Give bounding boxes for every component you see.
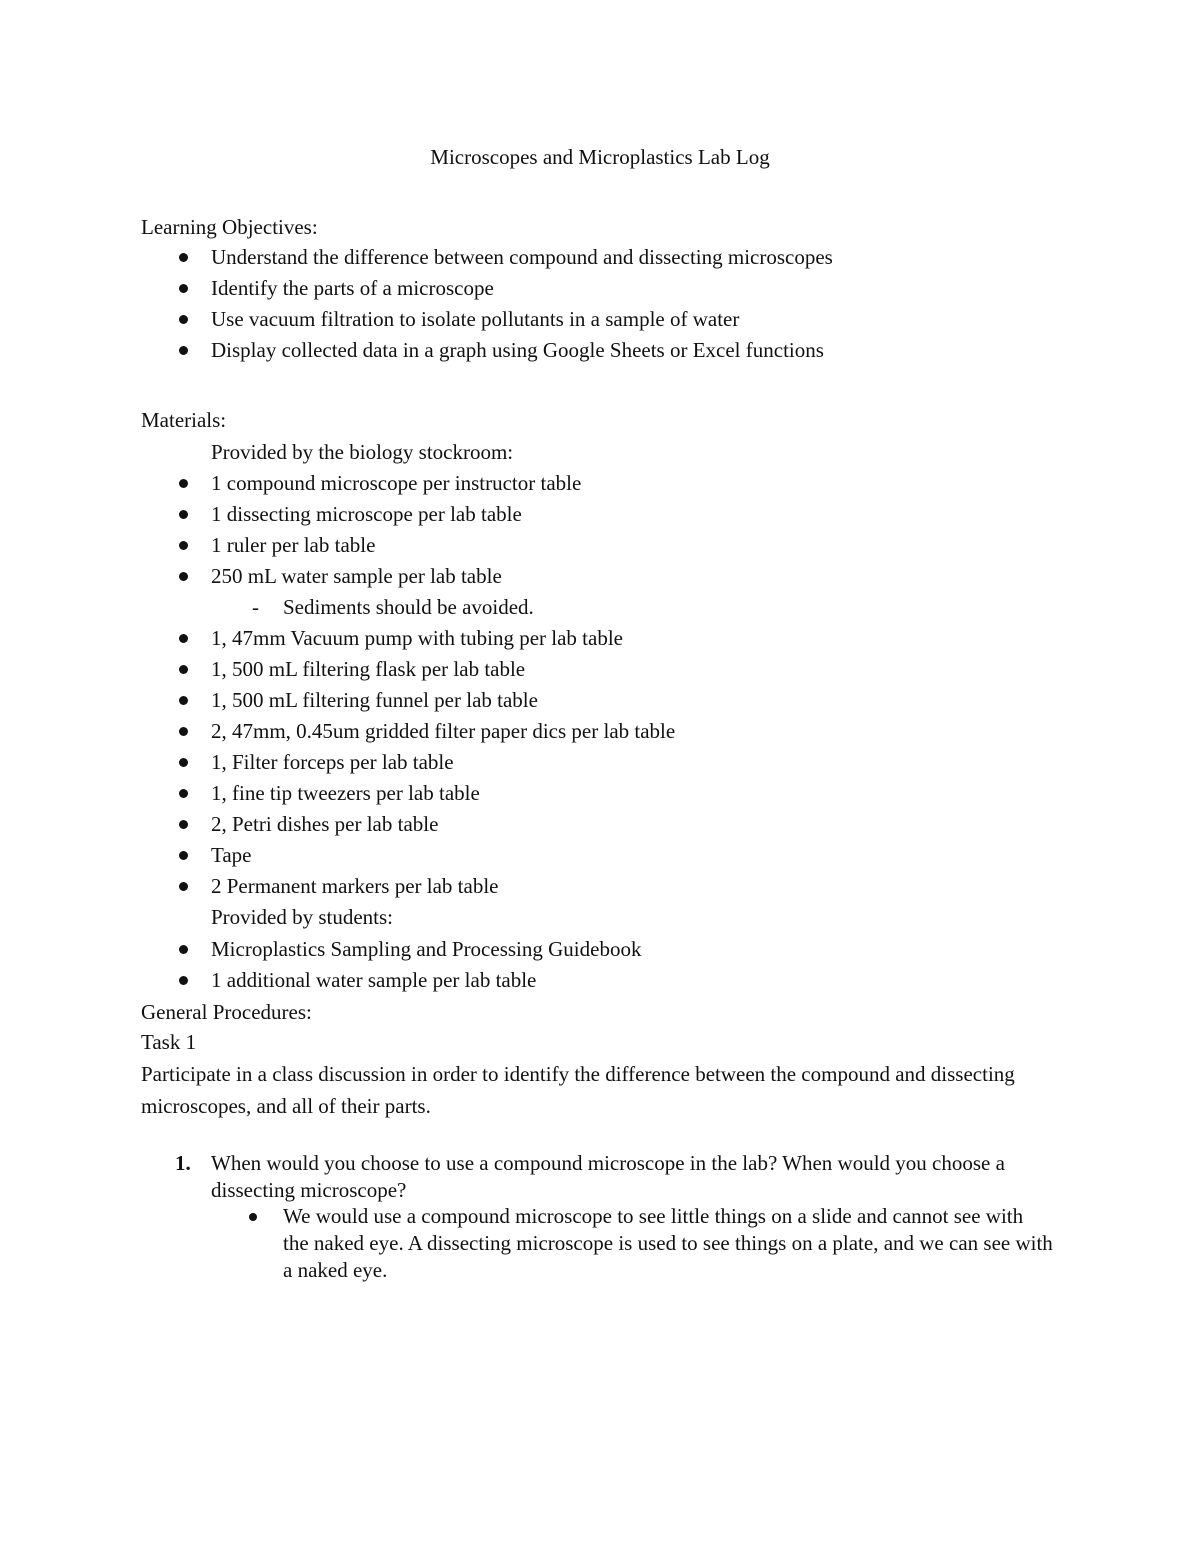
bullet-icon: [179, 758, 188, 767]
material-item: 1, Filter forceps per lab table: [211, 750, 454, 774]
objectives-heading: Learning Objectives:: [141, 215, 318, 239]
materials-heading: Materials:: [141, 408, 227, 432]
material-item: 250 mL water sample per lab table: [211, 564, 502, 588]
dash-marker: -: [252, 595, 259, 619]
bullet-icon: [179, 820, 188, 829]
bullet-icon: [179, 315, 188, 324]
answer-text: We would use a compound microscope to see little things on a slide and cannot see with the naked eye. A dissecting microscope is used to see things on a plate, and we can see with a naked eye.: [283, 1204, 1053, 1282]
bullet-icon: [179, 789, 188, 798]
bullet-icon: [179, 541, 188, 550]
material-item: 1, 47mm Vacuum pump with tubing per lab table: [211, 626, 623, 650]
material-item: 1 ruler per lab table: [211, 533, 376, 557]
bullet-icon: [179, 510, 188, 519]
student-item: Microplastics Sampling and Processing Guidebook: [211, 937, 642, 961]
objective-item: Display collected data in a graph using Google Sheets or Excel functions: [211, 338, 824, 362]
bullet-icon: [179, 479, 188, 488]
task-text: Participate in a class discussion in order to identify the difference between the compound and dissecting microscopes, and all of their parts.: [141, 1062, 1015, 1118]
material-item: 2 Permanent markers per lab table: [211, 874, 499, 898]
bullet-icon: [179, 945, 188, 954]
stockroom-heading: Provided by the biology stockroom:: [211, 440, 514, 464]
student-item: 1 additional water sample per lab table: [211, 968, 537, 992]
material-item: 1 compound microscope per instructor table: [211, 471, 582, 495]
material-item: 1, 500 mL filtering funnel per lab table: [211, 688, 538, 712]
bullet-icon: [179, 665, 188, 674]
bullet-icon: [179, 851, 188, 860]
material-item: 2, Petri dishes per lab table: [211, 812, 439, 836]
bullet-icon: [179, 284, 188, 293]
material-item: 1 dissecting microscope per lab table: [211, 502, 522, 526]
question-number: 1.: [175, 1151, 191, 1175]
procedures-heading: General Procedures:: [141, 1000, 312, 1024]
task-label: Task 1: [141, 1030, 197, 1054]
material-item: 1, 500 mL filtering flask per lab table: [211, 657, 526, 681]
bullet-icon: [179, 976, 188, 985]
bullet-icon: [179, 572, 188, 581]
question-text: When would you choose to use a compound microscope in the lab? When would you choose a dissecting microscope?: [211, 1151, 1005, 1202]
material-item: 1, fine tip tweezers per lab table: [211, 781, 480, 805]
students-heading: Provided by students:: [211, 905, 393, 929]
objective-item: Understand the difference between compound and dissecting microscopes: [211, 245, 833, 269]
bullet-icon: [179, 634, 188, 643]
document-title: Microscopes and Microplastics Lab Log: [430, 145, 770, 169]
objective-item: Identify the parts of a microscope: [211, 276, 494, 300]
bullet-icon: [249, 1213, 257, 1221]
bullet-icon: [179, 696, 188, 705]
water-note: Sediments should be avoided.: [283, 595, 534, 619]
material-item: 2, 47mm, 0.45um gridded filter paper dics per lab table: [211, 719, 676, 743]
bullet-icon: [179, 727, 188, 736]
material-item: Tape: [211, 843, 252, 867]
bullet-icon: [179, 253, 188, 262]
bullet-icon: [179, 882, 188, 891]
objective-item: Use vacuum filtration to isolate pollutants in a sample of water: [211, 307, 740, 331]
bullet-icon: [179, 346, 188, 355]
